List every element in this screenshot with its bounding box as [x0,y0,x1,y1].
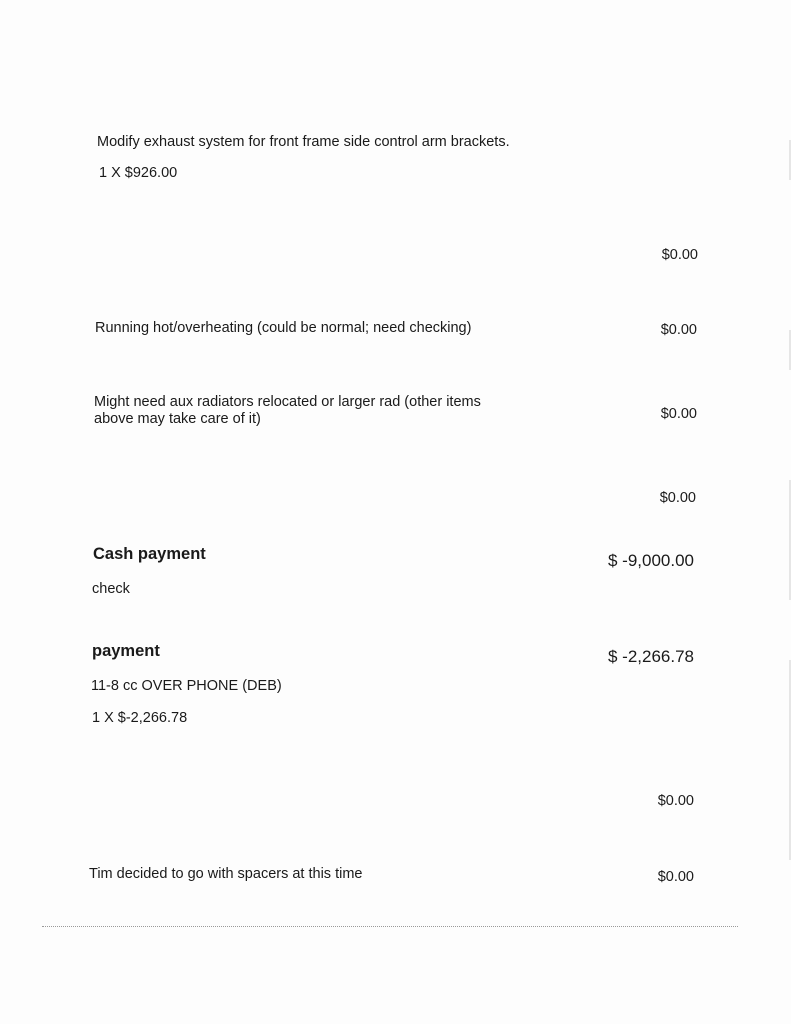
item-amount: $0.00 [659,490,696,506]
item-description: Tim decided to go with spacers at this time [89,866,363,882]
item-amount: $0.00 [657,869,694,885]
payment-note: check [92,581,130,597]
payment-note: 11-8 cc OVER PHONE (DEB) [91,678,282,694]
payment-amount: $ -2,266.78 [607,647,694,666]
payment-quantity: 1 X $-2,266.78 [92,710,188,726]
item-quantity: 1 X $926.00 [99,165,178,181]
bottom-divider [42,926,738,927]
payment-title: payment [92,642,160,660]
item-description: Running hot/overheating (could be normal; need checking) [95,320,472,336]
payment-title: Cash payment [93,545,206,563]
item-amount: $0.00 [657,793,694,809]
item-description: Modify exhaust system for front frame side control arm brackets. [97,134,510,150]
item-amount: $0.00 [660,322,697,338]
item-description: Might need aux radiators relocated or larger rad (other items above may take care of it) [94,394,481,427]
item-amount: $0.00 [661,247,698,263]
item-amount: $0.00 [660,406,697,422]
payment-amount: $ -9,000.00 [607,551,694,570]
